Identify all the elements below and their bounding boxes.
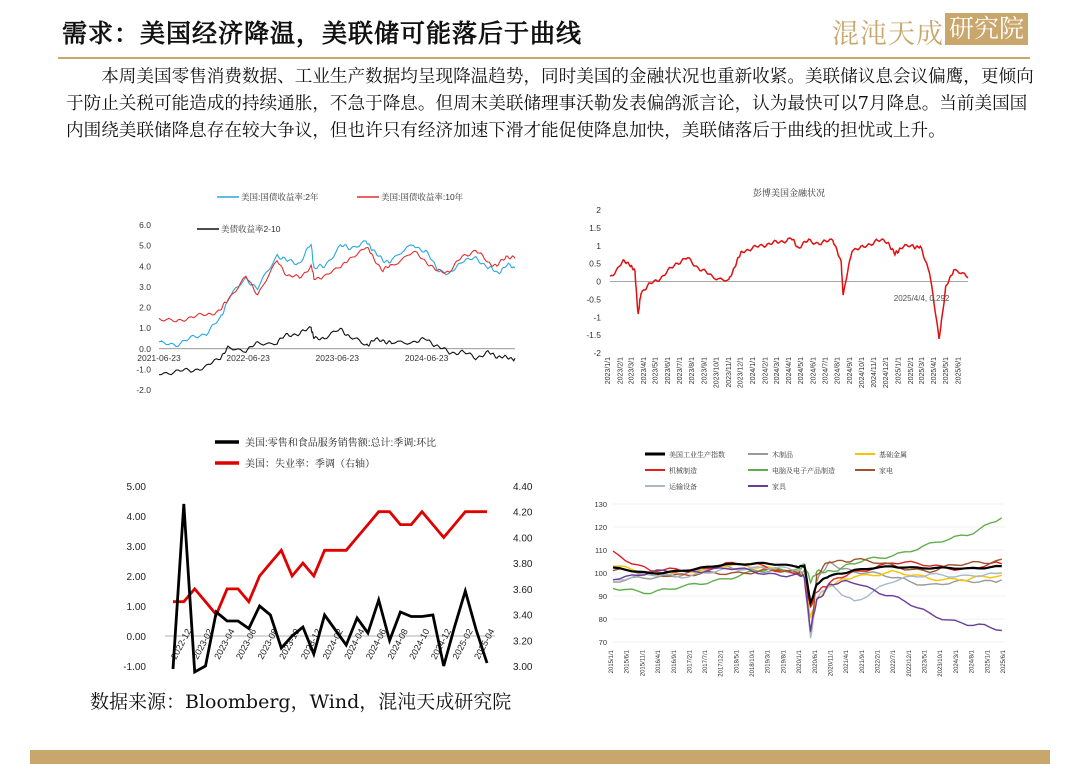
x-tick-label: 2024/5/1 [798, 357, 806, 385]
x-tick-label: 2023-06-23 [315, 352, 359, 363]
x-tick-label: 2023/10/1 [938, 650, 945, 677]
x-tick-label: 2022/7/1 [891, 650, 898, 674]
y-tick-label: 3.00 [126, 542, 146, 553]
logo-text-left: 混沌天成 [832, 19, 944, 50]
x-tick-label: 2020/1/1 [797, 650, 804, 674]
x-tick-label: 2023/3/1 [628, 357, 636, 385]
x-tick-label: 2023/1/1 [605, 357, 612, 385]
y-tick-label: -2 [593, 348, 601, 358]
x-tick-label: 2024/9/1 [846, 357, 854, 385]
series-line-2 [159, 327, 515, 375]
x-tick-label: 2022/12/1 [906, 650, 913, 677]
x-tick-label: 2025/2/1 [907, 357, 915, 385]
x-tick-label: 2024/8/1 [834, 357, 842, 385]
footer-bar [30, 750, 1050, 764]
y-tick-label: -2.0 [136, 385, 151, 395]
x-tick-label: 2025/4/1 [931, 357, 939, 385]
y-tick-label: 0.0 [139, 343, 151, 354]
x-tick-label: 2020/11/1 [828, 650, 835, 677]
legend-label-1: 美国:国债收益率:10年 [381, 192, 464, 202]
x-tick-label: 2024/3/1 [773, 357, 781, 385]
y-tick-label: 0.5 [589, 258, 601, 269]
data-annotation: 2025/4/4, 0.292 [893, 294, 950, 304]
y-tick-label: 80 [598, 615, 607, 624]
x-tick-label: 2023/11/1 [725, 357, 733, 388]
y-tick-label: 110 [595, 546, 607, 555]
x-tick-label: 2025/6/1 [955, 357, 963, 385]
legend-label-1: 木制品 [772, 452, 793, 459]
x-tick-label: 2023/5/1 [652, 357, 660, 385]
y-tick-label: 0.00 [126, 632, 146, 643]
series-line-5 [613, 559, 1002, 635]
x-tick-label: 2024/12/1 [883, 357, 891, 389]
x-tick-label: 2025/5/1 [943, 357, 951, 385]
y-tick-label: 1.0 [139, 323, 151, 334]
legend-label-6: 运输设备 [669, 484, 697, 491]
y-tick-label: 0 [596, 276, 601, 287]
legend-label-7: 家具 [772, 484, 786, 491]
y-right-tick-label: 3.80 [513, 559, 533, 571]
x-tick-label: 2024/6/1 [810, 357, 818, 385]
x-tick-label: 2025/1/1 [985, 650, 992, 674]
x-tick-label: 2015/11/1 [640, 650, 647, 677]
legend-label-3: 机械制造 [669, 468, 697, 475]
y-right-tick-label: 3.40 [513, 610, 533, 622]
y-right-tick-label: 3.20 [513, 636, 533, 648]
x-tick-label: 2018/5/1 [734, 650, 741, 674]
x-tick-label: 2024/4/1 [786, 357, 794, 385]
y-tick-label: 90 [598, 592, 607, 601]
y-right-tick-label: 4.00 [513, 533, 533, 545]
x-tick-label: 2022-12 [168, 627, 194, 661]
x-tick-label: 2017/2/1 [687, 650, 694, 674]
y-tick-label: 120 [594, 523, 607, 532]
slide-title: 需求：美国经济降温，美联储可能落后于曲线 [62, 19, 583, 48]
y-tick-label: -1.0 [136, 364, 151, 375]
body-paragraph: 本周美国零售消费数据、工业生产数据均呈现降温趋势，同时美国的金融状况也重新收紧。美联储议息会议偏鹰，更倾向于防止关税可能造成的持续通胀，不急于降息。但周末美联储理事沃勒发表偏鸽派言论，认为最快可以7月降息。当前美国国内围绕美联储降息存在较大争议，但也许只有经济加速下滑才能促使降息加快，美联储落后于曲线的担忧或上升。 [66, 67, 1034, 141]
y-right-tick-label: 4.40 [513, 482, 533, 493]
x-tick-label: 2015/1/1 [609, 650, 615, 674]
legend-label-0: 美国:国债收益率:2年 [241, 192, 319, 202]
x-tick-label: 2023-02 [190, 627, 215, 661]
x-tick-label: 2022-06-23 [226, 352, 270, 363]
y-tick-label: 1.00 [126, 602, 146, 613]
series-line-fci [610, 238, 968, 339]
legend-label-5: 家电 [879, 468, 893, 475]
source-note: 数据来源：Bloomberg，Wind，混沌天成研究院 [90, 691, 512, 713]
chart-retail-unemployment [115, 432, 560, 677]
x-tick-label: 2021-06-23 [137, 352, 181, 363]
x-tick-label: 2019/3/1 [765, 650, 772, 674]
x-tick-label: 2023/4/1 [640, 357, 648, 385]
x-tick-label: 2021/9/1 [859, 650, 866, 674]
x-tick-label: 2024-08 [385, 627, 410, 661]
x-tick-label: 2024/1/1 [750, 357, 758, 385]
legend-label-2: 基础金属 [879, 452, 907, 459]
x-tick-label: 2018/10/1 [750, 650, 757, 677]
x-tick-label: 2023/2/1 [617, 357, 625, 385]
y-tick-label: 4.00 [126, 512, 146, 523]
y-right-tick-label: 3.60 [513, 584, 533, 596]
x-tick-label: 2023/6/1 [664, 357, 672, 385]
y-tick-label: -0.5 [586, 294, 601, 305]
y-tick-label: -1.5 [586, 330, 601, 341]
x-tick-label: 2019/8/1 [781, 650, 788, 674]
x-tick-label: 2017/7/1 [702, 650, 709, 674]
x-tick-label: 2024-04 [342, 627, 367, 661]
y-tick-label: 1.5 [589, 222, 601, 233]
logo-text-right: 研究院 [945, 13, 1028, 45]
x-tick-label: 2025-04 [472, 627, 497, 661]
x-tick-label: 2024/2/1 [762, 357, 770, 385]
x-tick-label: 2024/10/1 [858, 357, 866, 389]
x-tick-label: 2023-08 [255, 627, 280, 661]
y-tick-label: 130 [594, 500, 607, 509]
legend-label-0: 美国工业生产指数 [669, 452, 725, 459]
x-tick-label: 2023-04 [212, 627, 237, 661]
chart-title: 彭博美国金融状况 [752, 188, 826, 198]
x-tick-label: 2025/3/1 [918, 357, 926, 385]
x-tick-label: 2023/12/1 [737, 357, 745, 389]
x-tick-label: 2025/1/1 [895, 357, 903, 385]
x-tick-label: 2016/4/1 [655, 650, 662, 674]
x-tick-label: 2017/12/1 [718, 650, 725, 677]
x-tick-label: 2024-10 [407, 627, 432, 661]
x-tick-label: 2025-02 [450, 627, 475, 661]
x-tick-label: 2023-12 [298, 627, 324, 661]
y-tick-label: 3.0 [139, 281, 151, 292]
y-tick-label: 100 [594, 569, 607, 578]
chart-treasury-yields [125, 185, 520, 395]
x-tick-label: 2024/11/1 [871, 357, 879, 388]
x-tick-label: 2024-06-23 [404, 352, 449, 363]
y-tick-label: 4.0 [139, 261, 151, 272]
x-tick-label: 2023/5/1 [922, 650, 929, 674]
x-tick-label: 2023-06 [233, 627, 259, 661]
y-tick-label: 5.0 [139, 240, 151, 251]
legend-label-0: 美国:零售和食品服务销售额:总计:季调:环比 [245, 438, 437, 449]
y-tick-label: -1 [593, 312, 601, 323]
x-tick-label: 2023/7/1 [676, 357, 684, 385]
chart-industrial-production [585, 438, 1015, 688]
y-tick-label: 2.00 [126, 572, 146, 583]
x-tick-label: 2023/8/1 [689, 357, 697, 385]
title-rule [58, 57, 1030, 59]
x-tick-label: 2015/6/1 [624, 650, 631, 674]
y-tick-label: 1 [596, 240, 601, 251]
x-tick-label: 2024-06 [363, 627, 389, 661]
chart-bloomberg-fci [580, 185, 980, 415]
y-tick-label: -1.00 [123, 662, 146, 673]
x-tick-label: 2020/6/1 [812, 650, 819, 674]
x-tick-label: 2024/7/1 [822, 357, 830, 385]
y-tick-label: 2 [596, 205, 601, 215]
x-tick-label: 2024/3/1 [953, 650, 960, 674]
x-tick-label: 2016/9/1 [671, 650, 678, 674]
legend-label-1: 美国：失业率：季调（右轴） [245, 459, 375, 470]
legend-label-2: 美债收益率2-10 [221, 224, 281, 234]
x-tick-label: 2024-12 [428, 627, 454, 661]
logo [832, 10, 1028, 50]
x-tick-label: 2021/4/1 [844, 650, 851, 674]
x-tick-label: 2023-10 [277, 627, 302, 661]
x-tick-label: 2023/10/1 [713, 357, 721, 389]
y-right-tick-label: 4.20 [513, 507, 533, 519]
y-tick-label: 70 [598, 638, 607, 647]
legend-label-4: 电脑及电子产品制造 [772, 468, 835, 475]
series-line-1 [159, 247, 515, 321]
y-tick-label: 2.0 [139, 302, 151, 313]
x-tick-label: 2023/9/1 [701, 357, 709, 385]
x-tick-label: 2024/8/1 [969, 650, 976, 674]
series-line-unemployment [173, 512, 487, 615]
y-tick-label: 5.00 [126, 482, 146, 493]
x-tick-label: 2025/6/1 [1001, 650, 1007, 674]
y-right-tick-label: 3.00 [513, 662, 533, 673]
x-tick-label: 2022/2/1 [875, 650, 882, 674]
x-tick-label: 2024-02 [320, 627, 345, 661]
y-tick-label: 6.0 [139, 220, 151, 230]
